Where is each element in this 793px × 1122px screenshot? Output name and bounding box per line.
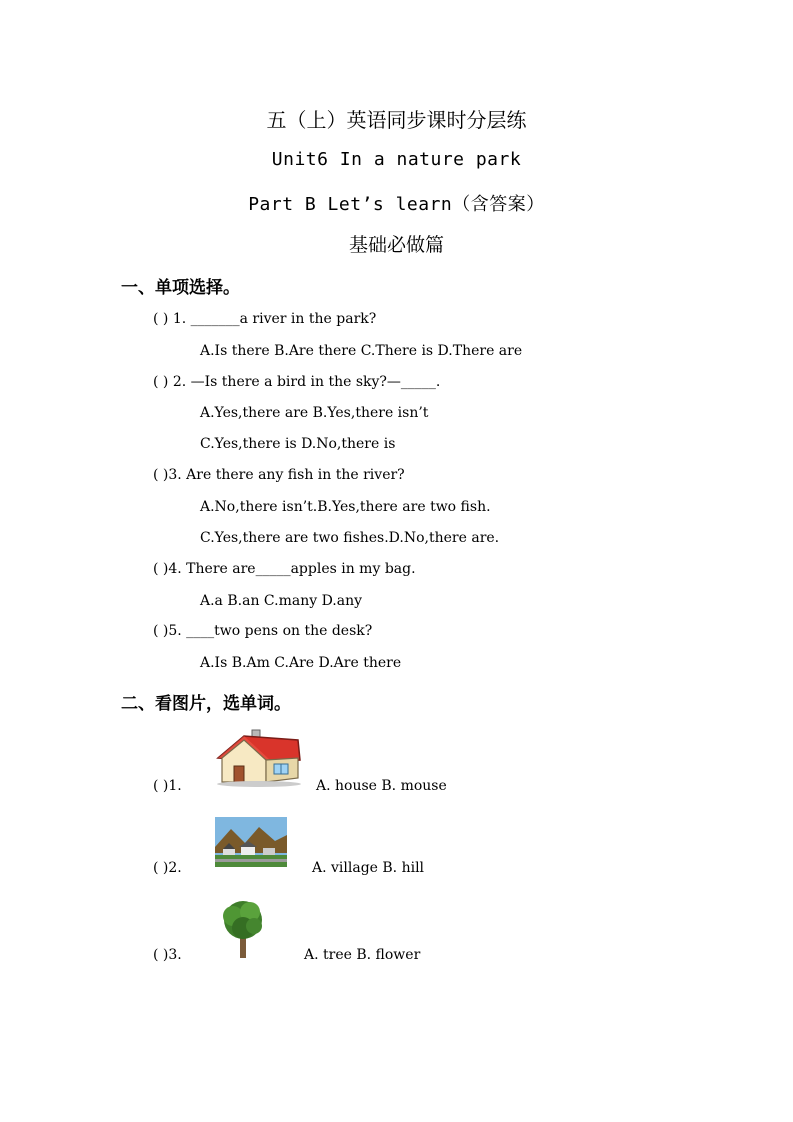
question-2: ( ) 2. —Is there a bird in the sky?—_____.	[153, 374, 441, 390]
question-4-options: A.a B.an C.many D.any	[200, 593, 363, 609]
question-5-options: A.Is B.Am C.Are D.Are there	[200, 655, 402, 671]
house-icon	[214, 728, 302, 788]
picture-question-1-options: A. house B. mouse	[316, 778, 447, 794]
picture-question-2-options: A. village B. hill	[312, 860, 425, 876]
part-title: Part B Let’s learn（含答案）	[248, 194, 545, 215]
picture-question-3-options: A. tree B. flower	[304, 947, 421, 963]
question-2-options-b: C.Yes,there is D.No,there is	[200, 436, 396, 452]
question-5: ( )5. ____two pens on the desk?	[153, 623, 373, 639]
worksheet-title: 五（上）英语同步课时分层练	[266, 108, 527, 132]
unit-title: Unit6 In a nature park	[271, 149, 522, 170]
section-2-heading: 二、看图片，选单词。	[121, 694, 291, 714]
picture-question-1-number: ( )1.	[153, 778, 182, 794]
question-3: ( )3. Are there any fish in the river?	[153, 467, 405, 483]
level-title: 基础必做篇	[348, 234, 444, 256]
tree-icon	[218, 898, 268, 960]
village-icon	[215, 817, 287, 867]
question-3-options-b: C.Yes,there are two fishes.D.No,there are.	[200, 530, 500, 546]
question-3-options-a: A.No,there isn’t.B.Yes,there are two fish.	[200, 499, 491, 515]
question-1-options: A.Is there B.Are there C.There is D.There are	[200, 343, 523, 359]
section-1-heading: 一、单项选择。	[121, 278, 240, 298]
question-1: ( ) 1. _______a river in the park?	[153, 311, 377, 327]
picture-question-3-number: ( )3.	[153, 947, 182, 963]
question-4: ( )4. There are_____apples in my bag.	[153, 561, 416, 577]
picture-question-2-number: ( )2.	[153, 860, 182, 876]
question-2-options-a: A.Yes,there are B.Yes,there isn’t	[200, 405, 429, 421]
